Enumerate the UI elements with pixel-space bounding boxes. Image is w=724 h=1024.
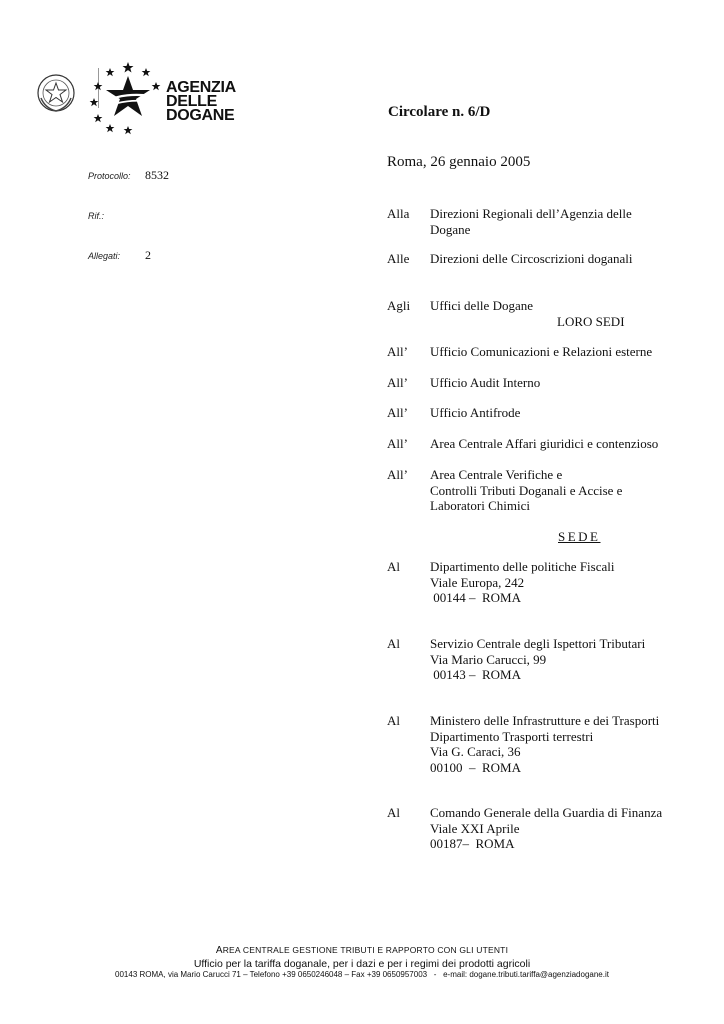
footer-office: Ufficio per la tariffa doganale, per i dazi e per i regimi dei prodotti agricoli (193, 958, 531, 970)
agency-name-line3: DOGANE (166, 107, 235, 124)
recipient-preposition: Alle (387, 251, 410, 266)
footer-department-initial: A (215, 945, 223, 956)
agency-name-line1: AGENZIA (166, 79, 236, 96)
recipient-line: Direzioni delle Circoscrizioni doganali (430, 251, 633, 266)
recipient-preposition: All’ (387, 344, 408, 359)
agency-name (166, 81, 236, 123)
footer-department (0, 945, 724, 956)
recipient-line: Ufficio Antifrode (430, 405, 521, 420)
recipient-line: Comando Generale della Guardia di Finanza (430, 805, 663, 820)
recipient-line: 00143 – ROMA (430, 667, 522, 682)
recipient-line: Laboratori Chimici (430, 498, 531, 513)
recipient-line: Viale Europa, 242 (430, 574, 525, 590)
recipient-preposition: Al (387, 805, 400, 820)
recipient-line: Dogane (430, 221, 471, 237)
recipient-preposition: Al (387, 713, 400, 728)
recipient-line: Ufficio Audit Interno (430, 375, 541, 390)
recipient-preposition: All’ (387, 375, 408, 390)
recipient-line: 00144 – ROMA (430, 590, 522, 605)
recipient-line: Area Centrale Verifiche e (430, 467, 563, 482)
footer-contacts: 00143 ROMA, via Mario Carucci 71 – Telefono +39 0650246048 – Fax +39 0650957003 - e-mail: dogane.tributi.tariffa@agenziadogane.it (115, 970, 609, 979)
recipient-line: Ufficio Comunicazioni e Relazioni esterne (430, 344, 653, 359)
recipient-line: Servizio Centrale degli Ispettori Tributari (430, 636, 646, 651)
recipient-preposition: All’ (387, 436, 408, 451)
recipient-preposition: All’ (387, 405, 408, 420)
circular-title: Circolare n. 6/D (388, 104, 491, 120)
rif-label: Rif.: (88, 211, 105, 221)
recipient-line: Controlli Tributi Doganali e Accise e (430, 482, 623, 498)
agency-name-line2: DELLE (166, 93, 217, 110)
recipient-line: 00100 – ROMA (430, 759, 522, 775)
recipient-line: Ministero delle Infrastrutture e dei Trasporti (430, 713, 660, 728)
republic-emblem-icon (35, 72, 77, 114)
loro-sedi-label: LORO SEDI (557, 314, 625, 329)
protocollo-value: 8532 (145, 168, 169, 182)
allegati-value: 2 (145, 248, 151, 262)
footer-department-rest: REA CENTRALE GESTIONE TRIBUTI E RAPPORTO CON GLI UTENTI (222, 945, 509, 955)
recipient-line: Via G. Caraci, 36 (430, 744, 521, 759)
star-logo-icon (84, 58, 166, 138)
recipient-preposition: Alla (387, 206, 410, 221)
protocollo-label: Protocollo: (88, 171, 131, 181)
recipient-line: Via Mario Carucci, 99 (430, 651, 547, 667)
recipient-preposition: Al (387, 559, 400, 574)
recipient-line: Dipartimento delle politiche Fiscali (430, 559, 615, 574)
recipient-line: Dipartimento Trasporti terrestri (430, 728, 594, 744)
agency-logo (32, 58, 252, 138)
recipient-line: Uffici delle Dogane (430, 298, 533, 313)
recipient-line: Viale XXI Aprile (430, 820, 520, 836)
recipient-line: Area Centrale Affari giuridici e contenzioso (430, 436, 659, 451)
recipient-preposition: Al (387, 636, 400, 651)
recipient-preposition: Agli (387, 298, 411, 313)
document-date: Roma, 26 gennaio 2005 (387, 154, 531, 170)
recipient-line: Direzioni Regionali dell’Agenzia delle (430, 206, 632, 221)
allegati-label: Allegati: (88, 251, 121, 261)
recipient-line: 00187– ROMA (430, 836, 515, 851)
sede-label: SEDE (558, 529, 601, 544)
recipient-preposition: All’ (387, 467, 408, 482)
